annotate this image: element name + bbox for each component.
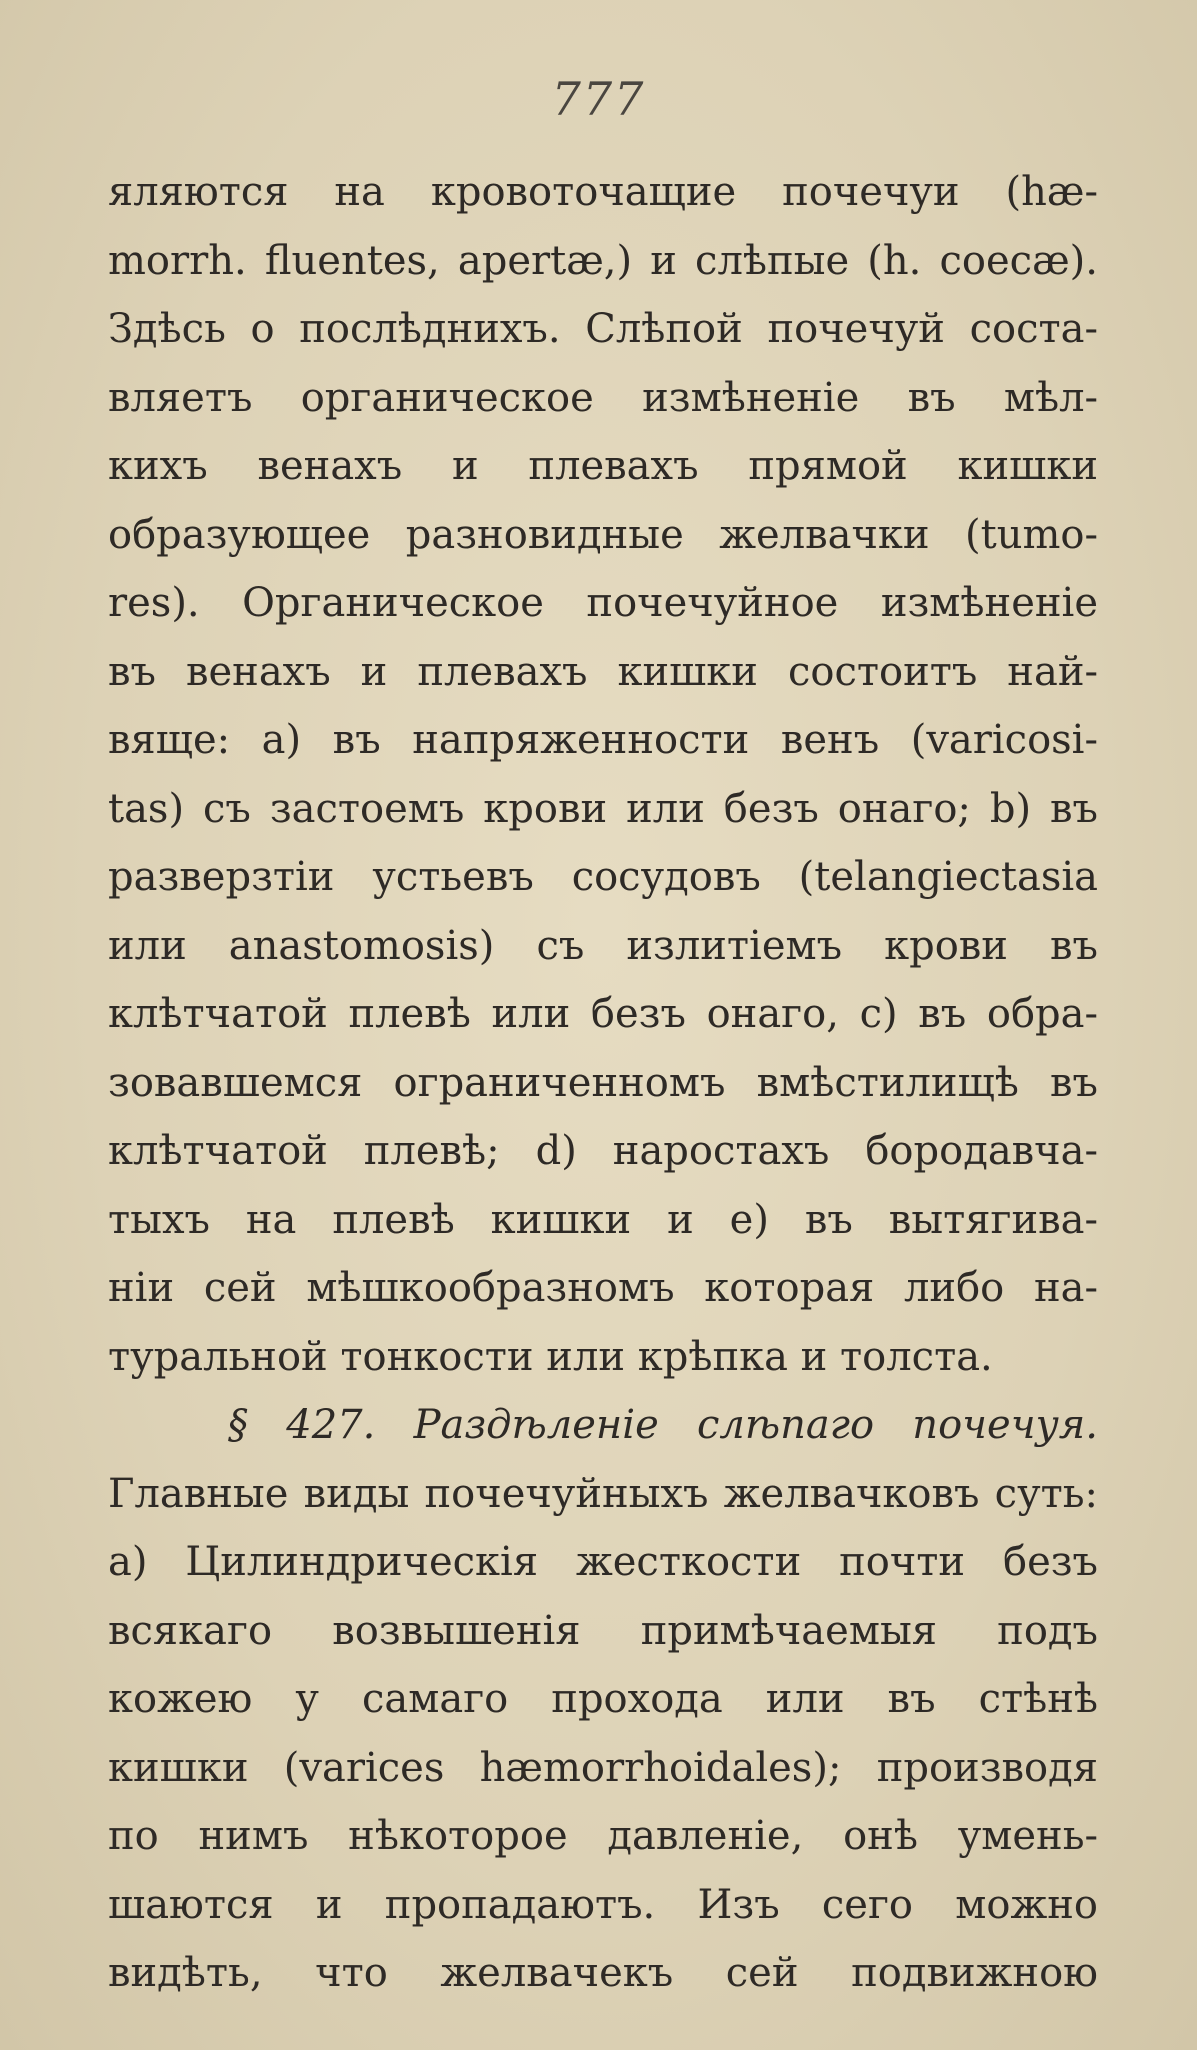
text-line: вяще: a) въ напряженности венъ (varicosi- bbox=[108, 717, 1098, 763]
text-line: morrh. fluentes, apertæ,) и слѣпые (h. coecæ). bbox=[108, 237, 1098, 284]
text-line: кишки (varices hæmorrhoidales); производя bbox=[108, 1744, 1098, 1791]
page-number: 777 bbox=[551, 72, 646, 126]
text-line: res). Органическое почечуйное измѣненіе bbox=[108, 580, 1098, 626]
text-line: Главные виды почечуйныхъ желвачковъ суть: bbox=[108, 1470, 1098, 1517]
text-line: вляетъ органическое измѣненіе въ мѣл- bbox=[108, 374, 1098, 421]
text-line: разверзтіи устьевъ сосудовъ (telangiectasia bbox=[108, 854, 1098, 900]
text-line: образующее разновидные желвачки (tumo- bbox=[108, 511, 1098, 558]
text-line: туральной тонкости или крѣпка и толста. bbox=[108, 1333, 993, 1380]
text-line: въ венахъ и плевахъ кишки состоитъ най- bbox=[108, 648, 1098, 695]
text-line: a) Цилиндрическія жесткости почти безъ bbox=[108, 1539, 1098, 1585]
text-line: по нимъ нѣкоторое давленіе, онѣ умень- bbox=[108, 1813, 1098, 1859]
text-line: кожею у самаго прохода или въ стѣнѣ bbox=[108, 1676, 1098, 1722]
text-line: ніи сей мѣшкообразномъ которая либо на- bbox=[108, 1265, 1098, 1311]
text-line: яляются на кровоточащие почечуи (hæ- bbox=[108, 169, 1098, 215]
text-line: клѣтчатой плевѣ или безъ онаго, c) въ обра- bbox=[108, 991, 1098, 1037]
text-line: всякаго возвышенія примѣчаемыя подъ bbox=[108, 1607, 1098, 1654]
text-line: тыхъ на плевѣ кишки и e) въ вытягива- bbox=[108, 1196, 1098, 1243]
text-line: или anastomosis) съ излитіемъ крови въ bbox=[108, 922, 1098, 969]
text-line: видѣть, что желвачекъ сей подвижною bbox=[108, 1950, 1098, 1996]
text-line: клѣтчатой плевѣ; d) наростахъ бородавча- bbox=[108, 1128, 1098, 1174]
text-line: кихъ венахъ и плевахъ прямой кишки bbox=[108, 443, 1098, 489]
section-heading: § 427. Раздѣленіе слѣпаго почечуя. bbox=[228, 1402, 1098, 1448]
text-line: зовавшемся ограниченномъ вмѣстилищѣ въ bbox=[108, 1059, 1098, 1106]
text-line: tas) съ застоемъ крови или безъ онаго; b) въ bbox=[108, 785, 1098, 832]
text-line: Здѣсь о послѣднихъ. Слѣпой почечуй соста- bbox=[108, 306, 1098, 352]
text-line: шаются и пропадаютъ. Изъ сего можно bbox=[108, 1881, 1098, 1928]
body-text bbox=[108, 158, 1098, 2008]
